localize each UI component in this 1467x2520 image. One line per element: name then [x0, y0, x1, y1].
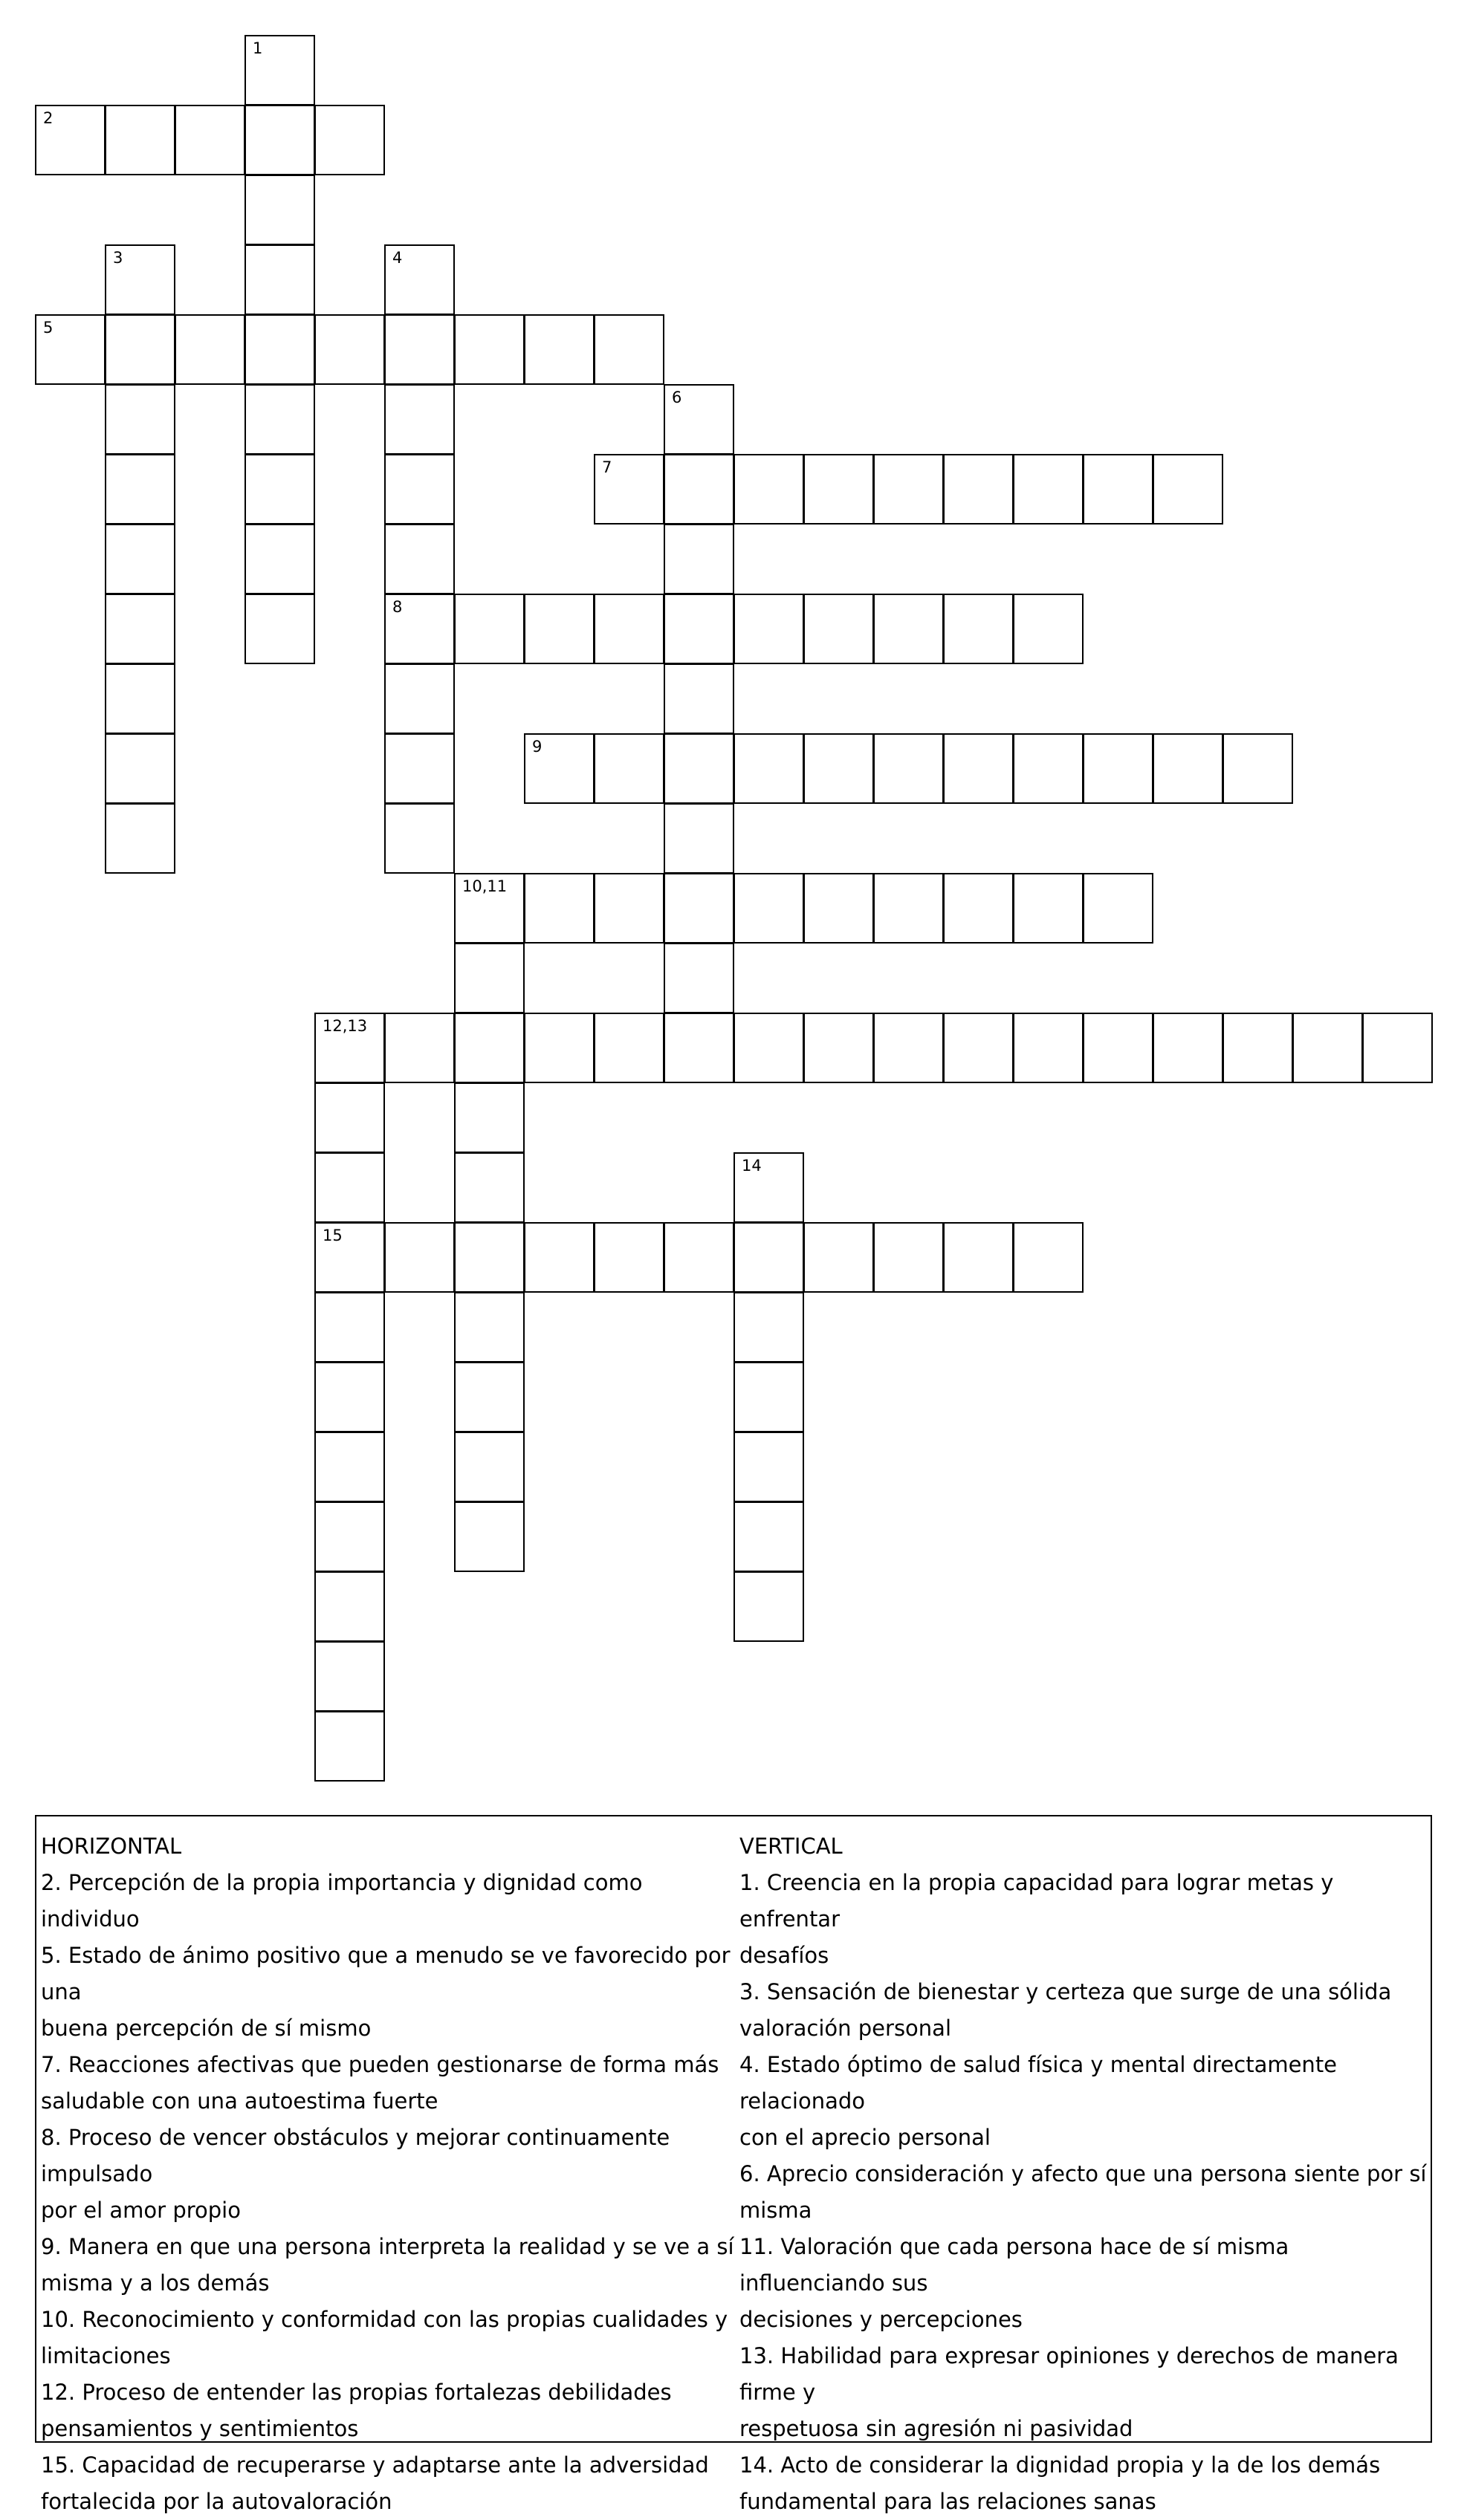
- crossword-cell[interactable]: [384, 803, 455, 874]
- crossword-cell[interactable]: [664, 594, 734, 664]
- clue-line: 10. Reconocimiento y conformidad con las propias cualidades y: [41, 2307, 728, 2332]
- crossword-cell[interactable]: [664, 384, 734, 455]
- clue-number: 1: [253, 39, 263, 57]
- crossword-cell[interactable]: [105, 384, 175, 455]
- crossword-cell[interactable]: [594, 733, 664, 804]
- clue-number: 2: [43, 109, 54, 127]
- clue-line: 15. Capacidad de recuperarse y adaptarse ante la adversidad: [41, 2452, 709, 2478]
- clue-number: 10,11: [462, 877, 508, 895]
- crossword-cell[interactable]: [384, 733, 455, 804]
- crossword-cell[interactable]: [734, 1013, 804, 1083]
- clue-number: 7: [602, 458, 612, 476]
- clue-line: saludable con una autoestima fuerte: [41, 2088, 438, 2114]
- crossword-cell[interactable]: [873, 1222, 944, 1293]
- crossword-cell[interactable]: [454, 873, 525, 944]
- crossword-cell[interactable]: [1013, 1013, 1084, 1083]
- crossword-cell[interactable]: [384, 314, 455, 385]
- crossword-cell[interactable]: [734, 873, 804, 944]
- crossword-cell[interactable]: [873, 873, 944, 944]
- crossword-cell[interactable]: [664, 943, 734, 1013]
- clue-number: 14: [742, 1157, 762, 1175]
- crossword-cell[interactable]: [664, 663, 734, 734]
- crossword-cell[interactable]: [454, 943, 525, 1013]
- clue-line: 11. Valoración que cada persona hace de sí misma influenciando sus: [739, 2234, 1289, 2296]
- crossword-cell[interactable]: [803, 454, 874, 525]
- crossword-cell[interactable]: [175, 105, 245, 175]
- crossword-cell[interactable]: [175, 314, 245, 385]
- clue-line: 6. Aprecio consideración y afecto que una persona siente por sí: [739, 2161, 1427, 2186]
- clue-line: 8. Proceso de vencer obstáculos y mejorar continuamente impulsado: [41, 2125, 670, 2186]
- crossword-cell[interactable]: [105, 454, 175, 525]
- crossword-cell[interactable]: [314, 1362, 385, 1432]
- crossword-cell[interactable]: [664, 873, 734, 944]
- clue-line: desafíos: [739, 1943, 829, 1968]
- crossword-cell[interactable]: [244, 105, 315, 175]
- crossword-cell[interactable]: [384, 1013, 455, 1083]
- crossword-cell[interactable]: [35, 314, 106, 385]
- crossword-cell[interactable]: [1153, 1013, 1223, 1083]
- crossword-cell[interactable]: [1013, 454, 1084, 525]
- crossword-cell[interactable]: [454, 1013, 525, 1083]
- crossword-cell[interactable]: [105, 594, 175, 664]
- crossword-cell[interactable]: [314, 1013, 385, 1083]
- crossword-cell[interactable]: [105, 244, 175, 315]
- crossword-cell[interactable]: [314, 1082, 385, 1153]
- crossword-cell[interactable]: [943, 733, 1014, 804]
- crossword-cell[interactable]: [664, 454, 734, 525]
- crossword-cell[interactable]: [105, 663, 175, 734]
- crossword-cell[interactable]: [524, 594, 595, 664]
- crossword-cell[interactable]: [524, 1013, 595, 1083]
- clue-line: 1. Creencia en la propia capacidad para lograr metas y enfrentar: [739, 1870, 1334, 1932]
- clue-line: respetuosa sin agresión ni pasividad: [739, 2416, 1133, 2441]
- crossword-cell[interactable]: [1013, 873, 1084, 944]
- crossword-cell[interactable]: [734, 1571, 804, 1642]
- clue-line: 3. Sensación de bienestar y certeza que surge de una sólida: [739, 1979, 1392, 2004]
- clue-line: 4. Estado óptimo de salud física y mental directamente relacionado: [739, 2052, 1338, 2114]
- crossword-cell[interactable]: [1153, 454, 1223, 525]
- crossword-cell[interactable]: [873, 594, 944, 664]
- clue-number: 6: [672, 389, 682, 406]
- clue-line: pensamientos y sentimientos: [41, 2416, 359, 2441]
- crossword-cell[interactable]: [873, 733, 944, 804]
- crossword-cell[interactable]: [803, 594, 874, 664]
- crossword-cell[interactable]: [1222, 1013, 1293, 1083]
- crossword-cell[interactable]: [1083, 873, 1153, 944]
- crossword-cell[interactable]: [1292, 1013, 1363, 1083]
- crossword-cell[interactable]: [454, 314, 525, 385]
- crossword-cell[interactable]: [454, 1292, 525, 1363]
- clue-number: 8: [392, 598, 403, 616]
- clue-number: 15: [323, 1227, 343, 1244]
- horizontal-clues: [41, 1828, 747, 2520]
- crossword-cell[interactable]: [734, 1362, 804, 1432]
- crossword-cell[interactable]: [244, 244, 315, 315]
- clue-line: 7. Reacciones afectivas que pueden gestionarse de forma más: [41, 2052, 719, 2077]
- crossword-cell[interactable]: [734, 1432, 804, 1502]
- clue-line: misma: [739, 2198, 812, 2223]
- crossword-cell[interactable]: [664, 803, 734, 874]
- clues-box: [35, 1815, 1432, 2514]
- crossword-cell[interactable]: [244, 524, 315, 594]
- crossword-cell[interactable]: [384, 524, 455, 594]
- clue-line: 2. Percepción de la propia importancia y dignidad como individuo: [41, 1870, 643, 1932]
- crossword-cell[interactable]: [314, 1152, 385, 1223]
- crossword-cell[interactable]: [594, 594, 664, 664]
- crossword-cell[interactable]: [594, 314, 664, 385]
- crossword-cell[interactable]: [664, 733, 734, 804]
- clue-number: 3: [113, 249, 123, 267]
- crossword-cell[interactable]: [1013, 594, 1084, 664]
- crossword-cell[interactable]: [943, 1013, 1014, 1083]
- vertical-heading: VERTICAL: [739, 1834, 843, 1859]
- crossword-cell[interactable]: [105, 524, 175, 594]
- crossword-cell[interactable]: [244, 175, 315, 245]
- crossword-cell[interactable]: [384, 244, 455, 315]
- crossword-cell[interactable]: [734, 1501, 804, 1572]
- crossword-cell[interactable]: [384, 1222, 455, 1293]
- crossword-cell[interactable]: [803, 1013, 874, 1083]
- crossword-cell[interactable]: [873, 1013, 944, 1083]
- crossword-cell[interactable]: [524, 314, 595, 385]
- crossword-cell[interactable]: [524, 733, 595, 804]
- crossword-cell[interactable]: [314, 105, 385, 175]
- crossword-cell[interactable]: [734, 594, 804, 664]
- clue-line: 12. Proceso de entender las propias fortalezas debilidades: [41, 2380, 672, 2405]
- clue-line: 5. Estado de ánimo positivo que a menudo se ve favorecido por una: [41, 1943, 731, 2004]
- crossword-cell[interactable]: [524, 1222, 595, 1293]
- clue-line: por el amor propio: [41, 2198, 241, 2223]
- crossword-cell[interactable]: [105, 733, 175, 804]
- crossword-cell[interactable]: [803, 733, 874, 804]
- clue-line: 9. Manera en que una persona interpreta la realidad y se ve a sí: [41, 2234, 734, 2259]
- clue-line: decisiones y percepciones: [739, 2307, 1023, 2332]
- clue-number: 5: [43, 319, 54, 337]
- crossword-cell[interactable]: [734, 1222, 804, 1293]
- crossword-cell[interactable]: [384, 384, 455, 455]
- crossword-cell[interactable]: [454, 1152, 525, 1223]
- crossword-cell[interactable]: [314, 1222, 385, 1293]
- crossword-cell[interactable]: [943, 594, 1014, 664]
- vertical-clues: [739, 1828, 1431, 2520]
- crossword-cell[interactable]: [105, 105, 175, 175]
- clue-number: 9: [532, 738, 543, 756]
- crossword-cell[interactable]: [1083, 1013, 1153, 1083]
- clue-line: fundamental para las relaciones sanas: [739, 2489, 1156, 2514]
- crossword-cell[interactable]: [384, 594, 455, 664]
- crossword-cell[interactable]: [943, 873, 1014, 944]
- crossword-cell[interactable]: [454, 594, 525, 664]
- clue-line: fortalecida por la autovaloración: [41, 2489, 392, 2514]
- clue-line: 13. Habilidad para expresar opiniones y derechos de manera firme y: [739, 2343, 1399, 2405]
- crossword-cell[interactable]: [1153, 733, 1223, 804]
- clue-line: valoración personal: [739, 2016, 952, 2041]
- crossword-cell[interactable]: [664, 524, 734, 594]
- crossword-cell[interactable]: [314, 1501, 385, 1572]
- crossword-cell[interactable]: [244, 35, 315, 105]
- crossword-cell[interactable]: [1362, 1013, 1433, 1083]
- crossword-cell[interactable]: [1083, 454, 1153, 525]
- crossword-cell[interactable]: [1013, 733, 1084, 804]
- crossword-cell[interactable]: [803, 873, 874, 944]
- clue-line: buena percepción de sí mismo: [41, 2016, 372, 2041]
- crossword-cell[interactable]: [664, 1222, 734, 1293]
- crossword-cell[interactable]: [35, 105, 106, 175]
- clue-line: 14. Acto de considerar la dignidad propia y la de los demás: [739, 2452, 1381, 2478]
- clue-line: limitaciones: [41, 2343, 171, 2368]
- crossword-cell[interactable]: [734, 733, 804, 804]
- crossword-cell[interactable]: [594, 1222, 664, 1293]
- crossword-cell[interactable]: [384, 454, 455, 525]
- crossword-cell[interactable]: [873, 454, 944, 525]
- crossword-cell[interactable]: [314, 1432, 385, 1502]
- crossword-cell[interactable]: [314, 314, 385, 385]
- horizontal-heading: HORIZONTAL: [41, 1834, 182, 1859]
- crossword-cell[interactable]: [314, 1641, 385, 1712]
- clue-number: 12,13: [323, 1017, 368, 1035]
- crossword-cell[interactable]: [454, 1082, 525, 1153]
- clue-line: misma y a los demás: [41, 2270, 270, 2296]
- crossword-cell[interactable]: [105, 314, 175, 385]
- crossword-cell[interactable]: [244, 594, 315, 664]
- crossword-cell[interactable]: [314, 1292, 385, 1363]
- crossword-cell[interactable]: [454, 1222, 525, 1293]
- crossword-cell[interactable]: [314, 1711, 385, 1782]
- crossword-cell[interactable]: [943, 1222, 1014, 1293]
- crossword-cell[interactable]: [105, 803, 175, 874]
- crossword-cell[interactable]: [943, 454, 1014, 525]
- crossword-cell[interactable]: [1083, 733, 1153, 804]
- crossword-cell[interactable]: [1222, 733, 1293, 804]
- crossword-cell[interactable]: [244, 384, 315, 455]
- crossword-cell[interactable]: [524, 873, 595, 944]
- crossword-cell[interactable]: [734, 1152, 804, 1223]
- crossword-cell[interactable]: [454, 1362, 525, 1432]
- crossword-cell[interactable]: [454, 1432, 525, 1502]
- crossword-cell[interactable]: [664, 1013, 734, 1083]
- crossword-cell[interactable]: [734, 454, 804, 525]
- crossword-cell[interactable]: [1013, 1222, 1084, 1293]
- crossword-cell[interactable]: [244, 454, 315, 525]
- crossword-cell[interactable]: [454, 1501, 525, 1572]
- crossword-cell[interactable]: [594, 873, 664, 944]
- crossword-cell[interactable]: [803, 1222, 874, 1293]
- crossword-cell[interactable]: [594, 454, 664, 525]
- clue-line: con el aprecio personal: [739, 2125, 991, 2150]
- crossword-cell[interactable]: [384, 663, 455, 734]
- clue-number: 4: [392, 249, 403, 267]
- crossword-cell[interactable]: [734, 1292, 804, 1363]
- crossword-cell[interactable]: [314, 1571, 385, 1642]
- crossword-cell[interactable]: [594, 1013, 664, 1083]
- crossword-cell[interactable]: [244, 314, 315, 385]
